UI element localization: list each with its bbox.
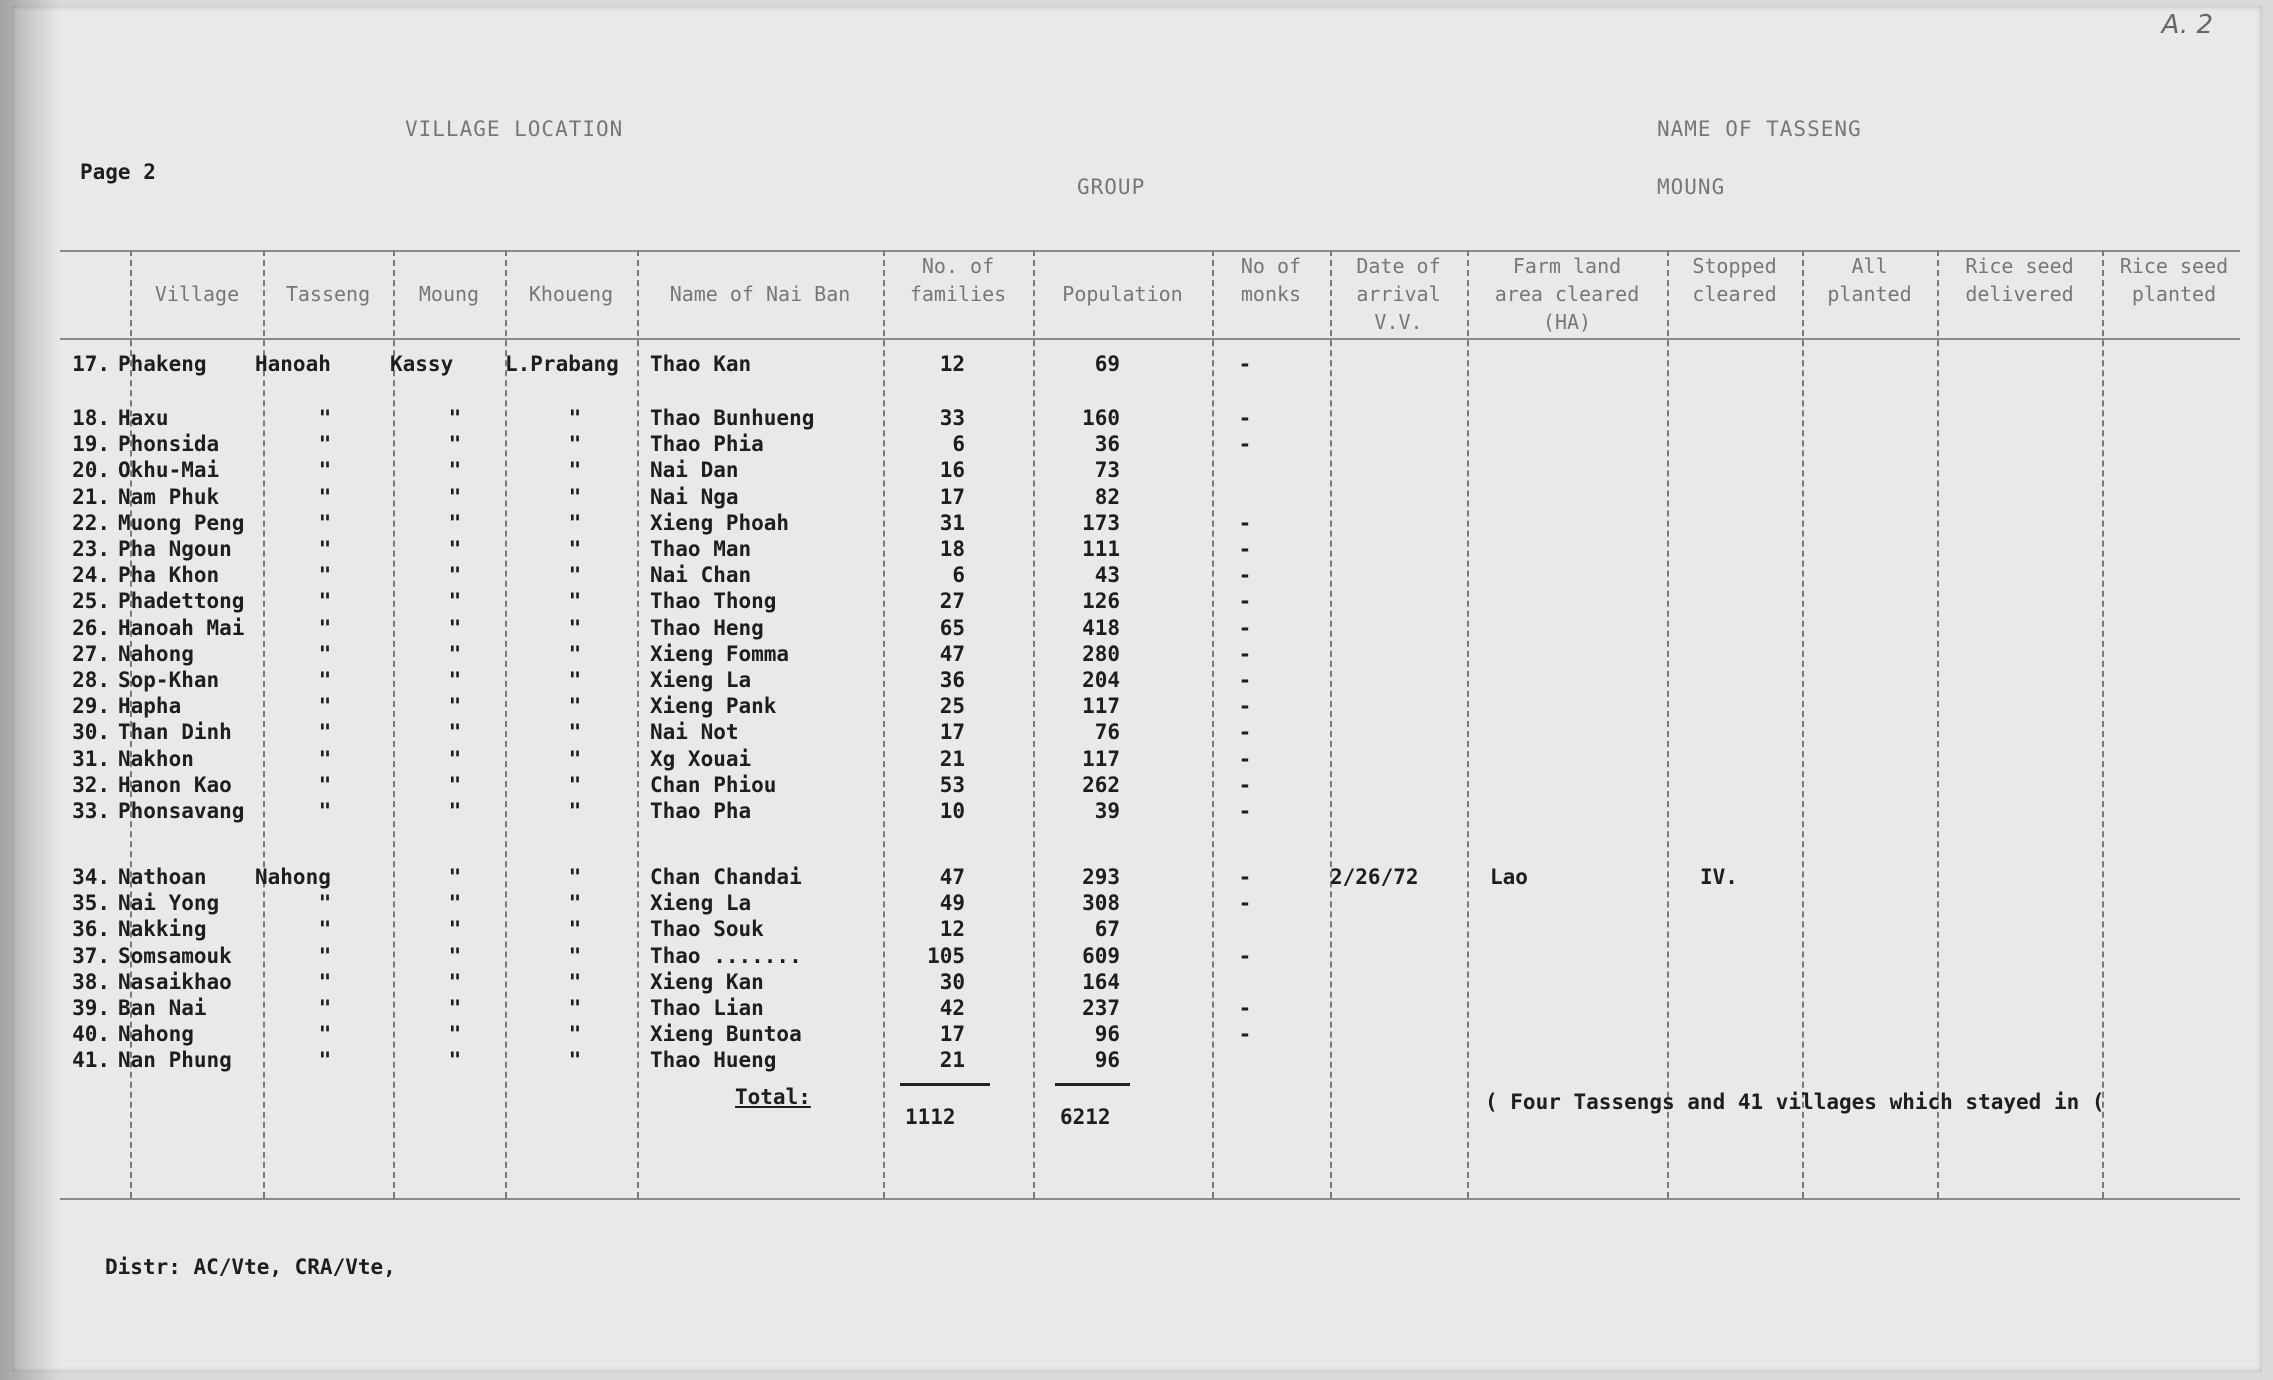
moung-cell: " [448, 1022, 462, 1047]
tasseng-cell: " [318, 406, 332, 430]
col-header-date-arrival: Date of arrival V.V. [1356, 254, 1441, 334]
row-number: 35. [72, 891, 110, 916]
village-name: Ban Nai [118, 996, 207, 1020]
village-name: Muong Peng [118, 510, 245, 535]
tasseng-cell: " [318, 969, 332, 994]
row-number: 23. [72, 537, 110, 561]
khoueng-cell: " [568, 641, 582, 666]
total-families-rule [900, 1083, 990, 1086]
population-count: 418 [1082, 615, 1120, 640]
monks-cell: - [1238, 694, 1252, 719]
village-name: Nahong [118, 1022, 194, 1047]
village-name: Pha Khon [118, 563, 220, 588]
tasseng-cell: " [318, 589, 332, 614]
village-name: Haxu [118, 406, 169, 430]
nai-ban-name: Nai Not [650, 720, 739, 745]
tasseng-cell: " [318, 563, 332, 588]
families-count: 105 [927, 943, 965, 968]
tasseng-cell: " [318, 746, 332, 771]
monks-cell: - [1238, 615, 1252, 640]
khoueng-cell: " [568, 537, 582, 561]
families-count: 17 [939, 484, 965, 509]
village-name: Phonsida [118, 432, 220, 457]
families-count: 47 [939, 641, 965, 666]
families-count: 33 [939, 406, 965, 430]
tasseng-cell: " [318, 458, 332, 483]
families-count: 12 [939, 917, 965, 942]
tasseng-cell: " [318, 510, 332, 535]
nai-ban-name: Thao ....... [650, 943, 802, 968]
monks-cell: - [1238, 432, 1252, 457]
nai-ban-name: Xieng Buntoa [650, 1022, 802, 1047]
table-row [0, 799, 2250, 826]
population-count: 173 [1082, 510, 1120, 535]
nai-ban-name: Chan Phiou [650, 772, 777, 797]
village-name: Nam Phuk [118, 484, 220, 509]
col-header-all-planted: All planted [1827, 254, 1912, 306]
families-count: 53 [939, 772, 965, 797]
population-count: 36 [1094, 432, 1120, 457]
table-bottom-rule [60, 1198, 2240, 1200]
distribution-line: Distr: AC/Vte, CRA/Vte, [105, 1255, 396, 1279]
monks-cell: - [1238, 589, 1252, 614]
tasseng-cell: " [318, 772, 332, 797]
tasseng-cell: " [318, 484, 332, 509]
khoueng-cell: " [568, 563, 582, 588]
village-name: Nahong [118, 641, 194, 666]
nai-ban-name: Thao Man [650, 537, 752, 561]
table-row [0, 589, 2250, 616]
village-name: Hanoah Mai [118, 615, 245, 640]
monks-cell: - [1238, 563, 1252, 588]
khoueng-cell: " [568, 694, 582, 719]
monks-cell: - [1238, 668, 1252, 692]
families-count: 21 [939, 746, 965, 771]
row-number: 38. [72, 969, 110, 994]
village-name: Hanon Kao [118, 772, 232, 797]
nai-ban-name: Thao Phia [650, 432, 764, 457]
families-count: 6 [952, 563, 965, 588]
village-name: Nakking [118, 917, 207, 942]
farm-land-cell: Lao [1490, 865, 1528, 889]
table-row [0, 616, 2250, 643]
village-location-label: VILLAGE LOCATION [405, 117, 624, 141]
row-number: 17. [72, 352, 110, 376]
row-number: 31. [72, 746, 110, 771]
tasseng-cell: " [318, 891, 332, 916]
nai-ban-name: Xg Xouai [650, 746, 752, 771]
monks-cell: - [1238, 772, 1252, 797]
tasseng-cell: " [318, 1022, 332, 1047]
nai-ban-name: Thao Souk [650, 917, 764, 942]
tasseng-cell: Hanoah [255, 352, 331, 376]
village-name: Phakeng [118, 352, 207, 376]
moung-cell: " [448, 943, 462, 968]
village-name: Nan Phung [118, 1048, 232, 1073]
monks-cell: - [1238, 510, 1252, 535]
monks-cell: - [1238, 720, 1252, 745]
population-count: 117 [1082, 746, 1120, 771]
moung-cell: " [448, 406, 462, 430]
families-count: 36 [939, 668, 965, 692]
khoueng-cell: " [568, 799, 582, 823]
table-row [0, 352, 2250, 379]
table-row [0, 996, 2250, 1023]
population-count: 111 [1082, 537, 1120, 561]
row-number: 30. [72, 720, 110, 745]
table-row [0, 891, 2250, 918]
families-count: 42 [939, 996, 965, 1020]
nai-ban-name: Nai Chan [650, 563, 752, 588]
row-number: 41. [72, 1048, 110, 1073]
nai-ban-name: Thao Kan [650, 352, 752, 376]
nai-ban-name: Thao Bunhueng [650, 406, 815, 430]
population-count: 117 [1082, 694, 1120, 719]
village-name: Pha Ngoun [118, 537, 232, 561]
monks-cell: - [1238, 641, 1252, 666]
nai-ban-name: Xieng Fomma [650, 641, 790, 666]
table-row [0, 642, 2250, 669]
families-count: 65 [939, 615, 965, 640]
row-number: 27. [72, 641, 110, 666]
nai-ban-name: Xieng La [650, 891, 752, 916]
corner-mark: A. 2 [2161, 10, 2213, 40]
row-number: 22. [72, 510, 110, 535]
population-count: 164 [1082, 969, 1120, 994]
khoueng-cell: " [568, 865, 582, 889]
families-count: 27 [939, 589, 965, 614]
moung-cell: " [448, 720, 462, 745]
tasseng-cell: " [318, 1048, 332, 1073]
col-header-tasseng: Tasseng [285, 282, 371, 306]
nai-ban-name: Thao Heng [650, 615, 764, 640]
monks-cell: - [1238, 352, 1252, 376]
village-name: Sop-Khan [118, 668, 220, 692]
row-number: 29. [72, 694, 110, 719]
moung-cell: " [448, 746, 462, 771]
khoueng-cell: " [568, 891, 582, 916]
tasseng-cell: " [318, 615, 332, 640]
khoueng-cell: " [568, 1048, 582, 1073]
monks-cell: - [1238, 891, 1252, 916]
nai-ban-name: Thao Thong [650, 589, 777, 614]
families-count: 31 [939, 510, 965, 535]
moung-cell: " [448, 891, 462, 916]
moung-cell: " [448, 1048, 462, 1073]
moung-cell: " [448, 458, 462, 483]
village-name: Phadettong [118, 589, 245, 614]
total-population-rule [1055, 1083, 1130, 1086]
tasseng-cell: " [318, 537, 332, 561]
families-count: 6 [952, 432, 965, 457]
families-count: 47 [939, 865, 965, 889]
table-row [0, 865, 2250, 892]
footnote: ( Four Tassengs and 41 villages which stayed in ( [1485, 1090, 2105, 1114]
village-name: Nai Yong [118, 891, 220, 916]
table-row [0, 944, 2250, 971]
row-number: 19. [72, 432, 110, 457]
families-count: 16 [939, 458, 965, 483]
row-number: 40. [72, 1022, 110, 1047]
header-bottom-rule [60, 338, 2240, 340]
population-count: 126 [1082, 589, 1120, 614]
tasseng-cell: " [318, 432, 332, 457]
moung-cell: " [448, 563, 462, 588]
monks-cell: - [1238, 406, 1252, 430]
table-row [0, 1048, 2250, 1075]
moung-cell: " [448, 641, 462, 666]
families-count: 30 [939, 969, 965, 994]
population-count: 76 [1094, 720, 1120, 745]
col-header-stopped-cleared: Stopped cleared [1692, 254, 1777, 306]
moung-cell: " [448, 969, 462, 994]
row-number: 18. [72, 406, 110, 430]
moung-cell: " [448, 694, 462, 719]
total-label: Total: [735, 1085, 811, 1109]
table-row [0, 917, 2250, 944]
khoueng-cell: " [568, 510, 582, 535]
table-row [0, 694, 2250, 721]
nai-ban-name: Thao Pha [650, 799, 752, 823]
khoueng-cell: " [568, 458, 582, 483]
row-number: 20. [72, 458, 110, 483]
row-number: 37. [72, 943, 110, 968]
row-number: 34. [72, 865, 110, 889]
col-header-families: No. of families [909, 254, 1007, 306]
village-name: Nasaikhao [118, 969, 232, 994]
nai-ban-name: Xieng Pank [650, 694, 777, 719]
table-row [0, 1022, 2250, 1049]
khoueng-cell: L.Prabang [505, 352, 619, 376]
table-row [0, 773, 2250, 800]
village-name: Nathoan [118, 865, 207, 889]
table-row [0, 970, 2250, 997]
table-row [0, 720, 2250, 747]
families-count: 17 [939, 720, 965, 745]
moung-cell: " [448, 432, 462, 457]
tasseng-cell: " [318, 799, 332, 823]
moung-cell: " [448, 917, 462, 942]
moung-cell: " [448, 615, 462, 640]
row-number: 28. [72, 668, 110, 692]
tasseng-cell: " [318, 917, 332, 942]
population-count: 293 [1082, 865, 1120, 889]
monks-cell: - [1238, 799, 1252, 823]
nai-ban-name: Thao Hueng [650, 1048, 777, 1073]
families-count: 12 [939, 352, 965, 376]
village-name: Than Dinh [118, 720, 232, 745]
table-row [0, 406, 2250, 433]
group-label: GROUP [1077, 175, 1146, 199]
population-count: 67 [1094, 917, 1120, 942]
tasseng-name-label: NAME OF TASSENG [1657, 117, 1862, 141]
tasseng-cell: " [318, 668, 332, 692]
col-header-rice-seed-delivered: Rice seed delivered [1965, 254, 2074, 306]
moung-cell: " [448, 996, 462, 1020]
col-header-khoueng: Khoueng [528, 282, 614, 306]
tasseng-cell: " [318, 996, 332, 1020]
moung-cell: " [448, 668, 462, 692]
khoueng-cell: " [568, 615, 582, 640]
arrival-date: 2/26/72 [1330, 865, 1419, 889]
table-row [0, 511, 2250, 538]
khoueng-cell: " [568, 746, 582, 771]
khoueng-cell: " [568, 772, 582, 797]
total-families: 1112 [905, 1105, 956, 1129]
nai-ban-name: Xieng Kan [650, 969, 764, 994]
row-number: 21. [72, 484, 110, 509]
col-header-population: Population [1062, 282, 1183, 306]
families-count: 18 [939, 537, 965, 561]
tasseng-cell: " [318, 641, 332, 666]
monks-cell: - [1238, 943, 1252, 968]
col-header-moung: Moung [418, 282, 480, 306]
khoueng-cell: " [568, 720, 582, 745]
khoueng-cell: " [568, 996, 582, 1020]
khoueng-cell: " [568, 1022, 582, 1047]
village-name: Somsamouk [118, 943, 232, 968]
tasseng-cell: " [318, 720, 332, 745]
population-count: 280 [1082, 641, 1120, 666]
population-count: 39 [1094, 799, 1120, 823]
monks-cell: - [1238, 865, 1252, 889]
row-number: 36. [72, 917, 110, 942]
families-count: 21 [939, 1048, 965, 1073]
table-row [0, 485, 2250, 512]
col-header-farm-land: Farm land area cleared (HA) [1494, 254, 1640, 334]
village-name: Phonsavang [118, 799, 245, 823]
tasseng-cell: Nahong [255, 865, 331, 889]
families-count: 10 [939, 799, 965, 823]
table-row [0, 458, 2250, 485]
moung-cell: Kassy [390, 352, 454, 376]
moung-cell: " [448, 865, 462, 889]
monks-cell: - [1238, 996, 1252, 1020]
nai-ban-name: Nai Nga [650, 484, 739, 509]
nai-ban-name: Xieng La [650, 668, 752, 692]
population-count: 237 [1082, 996, 1120, 1020]
moung-cell: " [448, 799, 462, 823]
population-count: 96 [1094, 1022, 1120, 1047]
village-name: Hapha [118, 694, 182, 719]
col-header-rice-seed-planted: Rice seed planted [2119, 254, 2229, 306]
row-number: 24. [72, 563, 110, 588]
row-number: 26. [72, 615, 110, 640]
population-count: 308 [1082, 891, 1120, 916]
monks-cell: - [1238, 1022, 1252, 1047]
population-count: 96 [1094, 1048, 1120, 1073]
moung-cell: " [448, 589, 462, 614]
col-header-nai-ban: Name of Nai Ban [669, 282, 851, 306]
monks-cell: - [1238, 746, 1252, 771]
moung-label: MOUNG [1657, 175, 1726, 199]
table-row [0, 668, 2250, 695]
nai-ban-name: Chan Chandai [650, 865, 802, 889]
families-count: 25 [939, 694, 965, 719]
row-number: 39. [72, 996, 110, 1020]
khoueng-cell: " [568, 969, 582, 994]
row-number: 33. [72, 799, 110, 823]
stopped-cleared-cell: IV. [1700, 865, 1738, 889]
khoueng-cell: " [568, 668, 582, 692]
population-count: 262 [1082, 772, 1120, 797]
village-name: Nakhon [118, 746, 194, 771]
khoueng-cell: " [568, 484, 582, 509]
population-count: 82 [1094, 484, 1120, 509]
table-row [0, 432, 2250, 459]
row-number: 25. [72, 589, 110, 614]
population-count: 69 [1094, 352, 1120, 376]
population-count: 609 [1082, 943, 1120, 968]
monks-cell: - [1238, 537, 1252, 561]
families-count: 17 [939, 1022, 965, 1047]
col-header-village: Village [154, 282, 240, 306]
col-header-monks: No of monks [1240, 254, 1302, 306]
moung-cell: " [448, 537, 462, 561]
moung-cell: " [448, 510, 462, 535]
khoueng-cell: " [568, 589, 582, 614]
khoueng-cell: " [568, 432, 582, 457]
moung-cell: " [448, 484, 462, 509]
population-count: 43 [1094, 563, 1120, 588]
nai-ban-name: Nai Dan [650, 458, 739, 483]
khoueng-cell: " [568, 943, 582, 968]
page-label: Page 2 [80, 160, 156, 184]
population-count: 160 [1082, 406, 1120, 430]
village-name: Okhu-Mai [118, 458, 220, 483]
families-count: 49 [939, 891, 965, 916]
row-number: 32. [72, 772, 110, 797]
population-count: 204 [1082, 668, 1120, 692]
table-row [0, 563, 2250, 590]
table-row [0, 747, 2250, 774]
table-row [0, 537, 2250, 564]
total-population: 6212 [1060, 1105, 1111, 1129]
tasseng-cell: " [318, 943, 332, 968]
khoueng-cell: " [568, 406, 582, 430]
khoueng-cell: " [568, 917, 582, 942]
nai-ban-name: Xieng Phoah [650, 510, 790, 535]
nai-ban-name: Thao Lian [650, 996, 764, 1020]
population-count: 73 [1094, 458, 1120, 483]
tasseng-cell: " [318, 694, 332, 719]
moung-cell: " [448, 772, 462, 797]
